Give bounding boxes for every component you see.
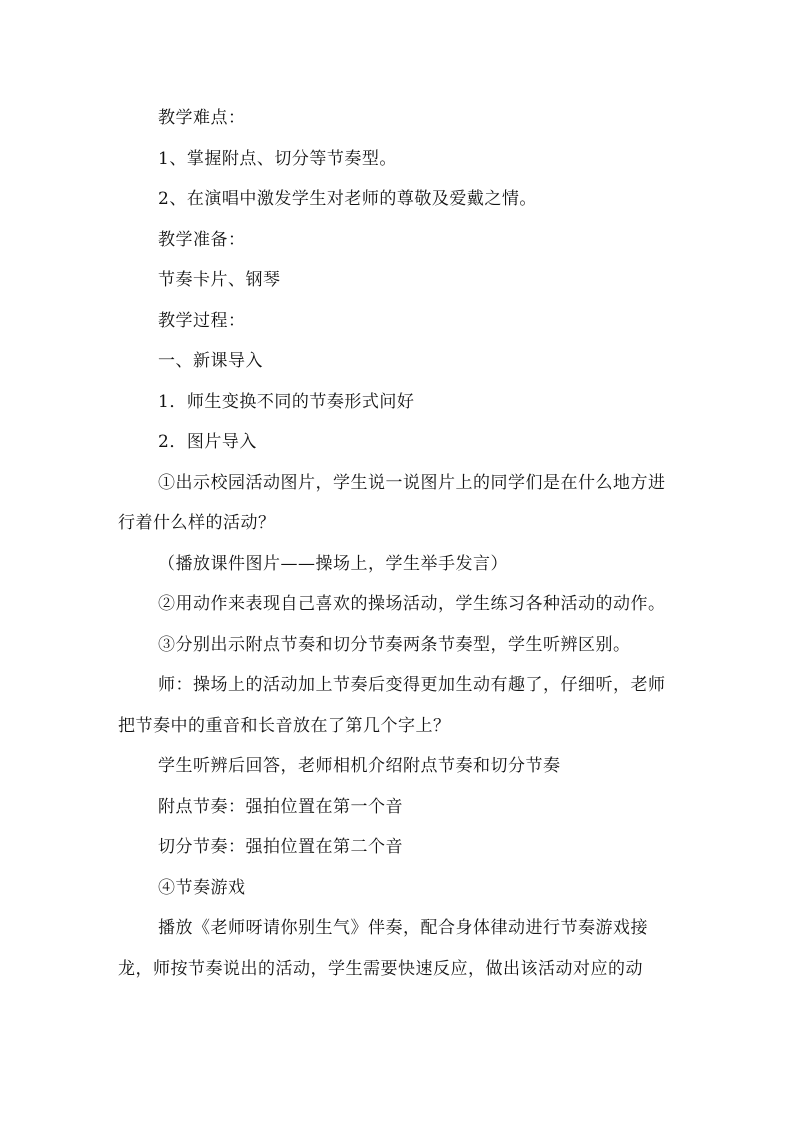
activity-item-4: ④节奏游戏 <box>158 877 246 898</box>
heading-teaching-preparation: 教学准备： <box>158 229 246 250</box>
preparation-materials: 节奏卡片、钢琴 <box>158 270 281 290</box>
section-new-lesson-intro: 一、新课导入 <box>158 351 263 371</box>
process-step-1: 1．师生变换不同的节奏形式问好 <box>158 391 415 412</box>
activity-item-1: ①出示校园活动图片，学生说一说图片上的同学们是在什么地方进行着什么样的活动？ <box>118 472 666 533</box>
activity-note: （播放课件图片——操场上，学生举手发言） <box>158 553 508 574</box>
activity-item-3: ③分别出示附点节奏和切分节奏两条节奏型，学生听辨区别。 <box>158 634 631 655</box>
difficulty-item-2: 2、在演唱中激发学生对老师的尊敬及爱戴之情。 <box>158 189 537 209</box>
rhythm-game-description: 播放《老师呀请你别生气》伴奏，配合身体律动进行节奏游戏接龙，师按节奏说出的活动，学生需要快速反应，做出该活动对应的动 <box>118 918 648 979</box>
dotted-rhythm-definition: 附点节奏：强拍位置在第一个音 <box>158 796 403 817</box>
heading-teaching-process: 教学过程： <box>158 310 246 331</box>
process-step-2: 2．图片导入 <box>158 432 257 452</box>
heading-teaching-difficulties: 教学难点： <box>158 108 246 128</box>
teacher-prompt: 师：操场上的活动加上节奏后变得更加生动有趣了，仔细听，老师把节奏中的重音和长音放在了第几个字上？ <box>118 675 666 736</box>
difficulty-item-1: 1、掌握附点、切分等节奏型。 <box>158 148 397 169</box>
syncopation-definition: 切分节奏：强拍位置在第二个音 <box>158 837 403 857</box>
activity-item-2: ②用动作来表现自己喜欢的操场活动，学生练习各种活动的动作。 <box>158 594 666 614</box>
student-response: 学生听辨后回答，老师相机介绍附点节奏和切分节奏 <box>158 756 561 776</box>
document-body <box>118 98 678 989</box>
